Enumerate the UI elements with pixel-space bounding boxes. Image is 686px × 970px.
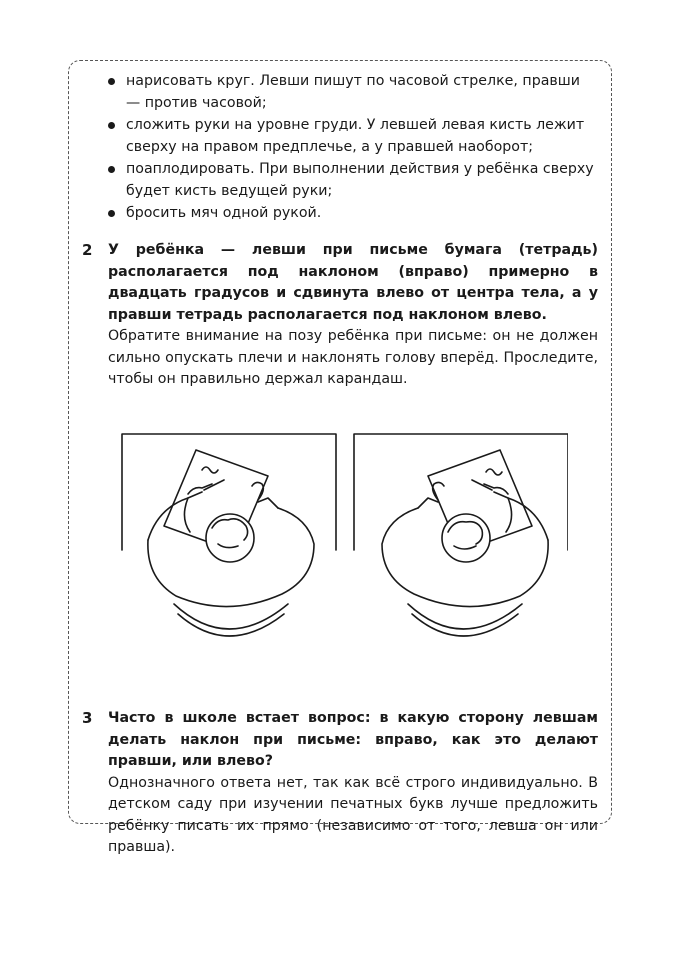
section-2 [82,240,598,391]
bullet-item: поаплодировать. При выполнении действия у ребёнка сверху будет кисть ведущей руки; [108,158,598,202]
section-3 [82,708,598,859]
bullet-list [108,70,598,224]
section-text: Обратите внимание на позу ребёнка при письме: он не должен сильно опускать плечи и наклонять голову вперёд. Проследите, чтобы он правильно держал карандаш. [108,328,598,387]
left-handed-writing-posture [122,434,336,636]
section-bold-text: Часто в школе встает вопрос: в какую сторону левшам делать наклон при письме: вправо, как это делают правши, или влево? [108,710,598,769]
section-bold-text: У ребёнка — левши при письме бумага (тетрадь) располагается под наклоном (вправо) примерно в двадцать градусов и сдвинута влево от центра тела, а у правши тетрадь располагается под наклоном влево. [108,242,598,323]
writing-posture-illustration [118,428,568,658]
section-number: 2 [82,241,93,259]
bullet-item: сложить руки на уровне груди. У левшей левая кисть лежит сверху на правом предплечье, а у правшей наоборот; [108,114,598,158]
bullet-item: бросить мяч одной рукой. [108,202,598,224]
right-handed-writing-posture [354,434,568,636]
section-number: 3 [82,709,93,727]
bullet-item: нарисовать круг. Левши пишут по часовой стрелке, правши — против часовой; [108,70,598,114]
section-text: Однозначного ответа нет, так как всё строго индивидуально. В детском саду при изучении печатных букв лучше предложить ребёнку писать их прямо (независимо от того, левша он или правша). [108,774,598,855]
